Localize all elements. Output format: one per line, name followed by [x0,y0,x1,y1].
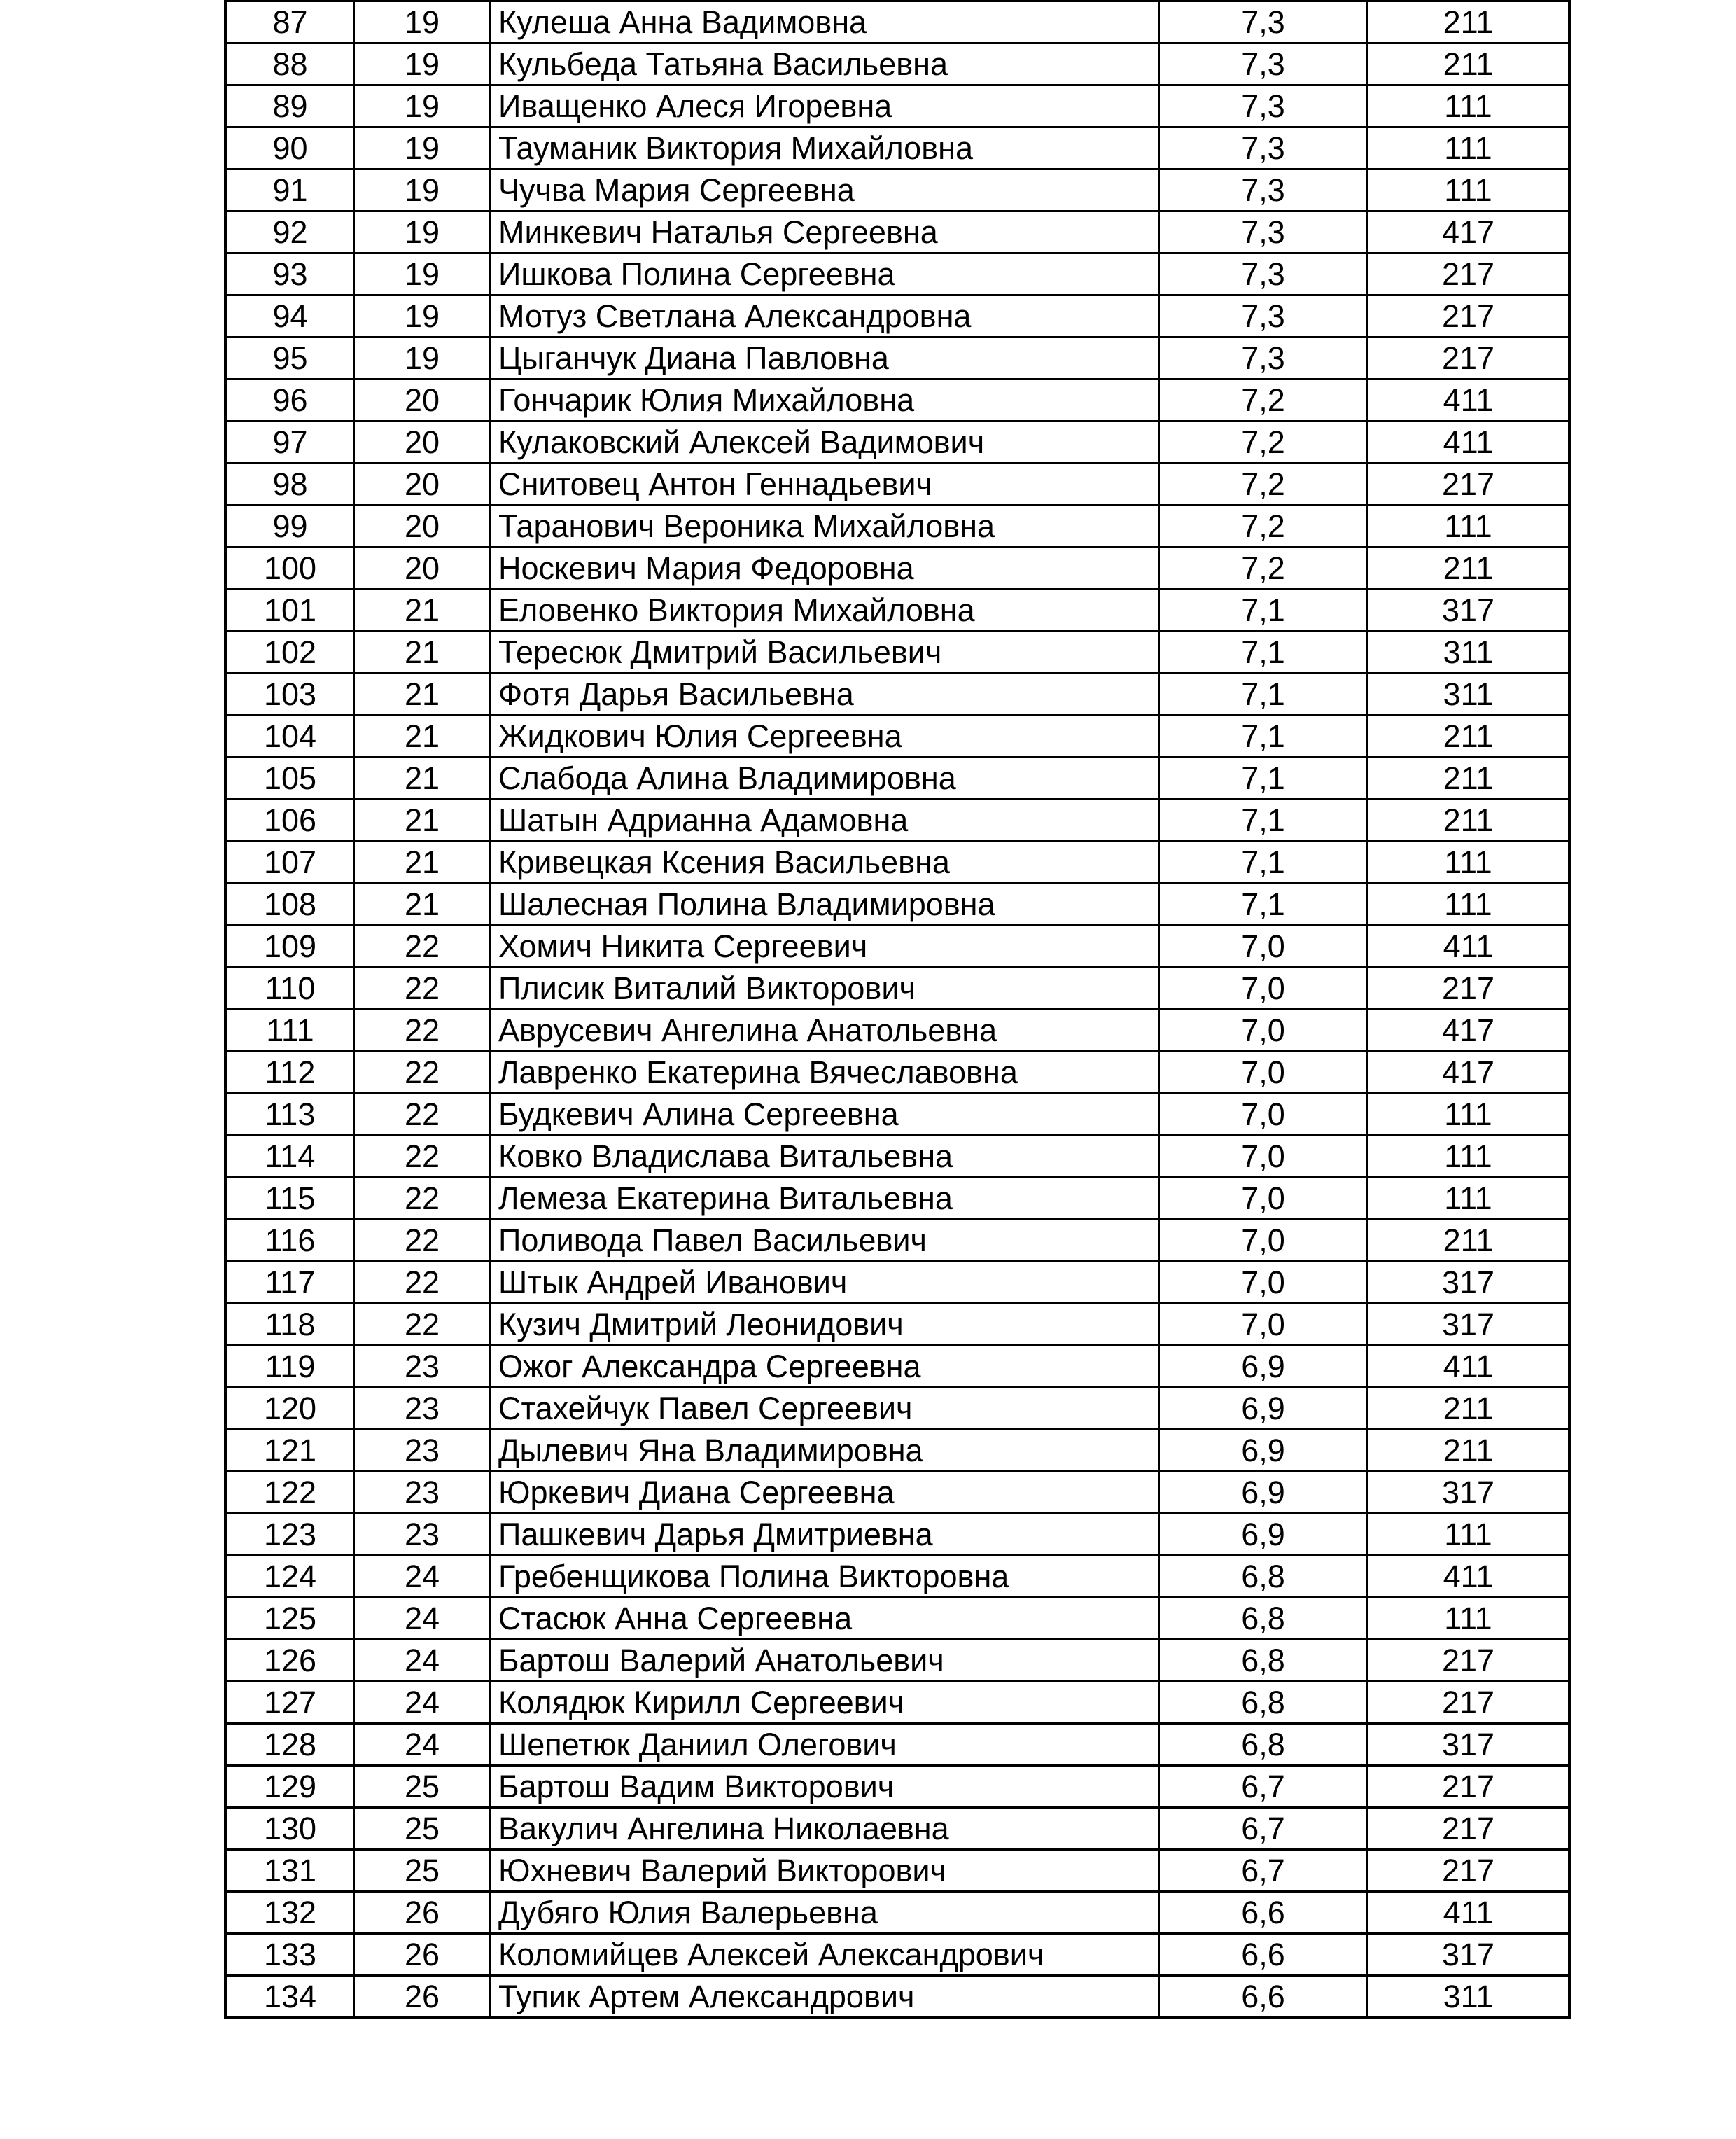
place-cell: 24 [354,1724,491,1766]
place-cell: 26 [354,1892,491,1934]
row-number-cell: 104 [226,716,354,758]
group-cell: 211 [1368,1220,1570,1262]
score-cell: 7,0 [1159,1136,1368,1178]
full-name-cell: Коломийцев Алексей Александрович [491,1934,1159,1976]
place-cell: 25 [354,1808,491,1850]
row-number-cell: 98 [226,464,354,506]
place-cell: 21 [354,590,491,632]
place-cell: 20 [354,421,491,464]
group-cell: 411 [1368,1346,1570,1388]
score-cell: 7,3 [1159,253,1368,295]
group-cell: 111 [1368,169,1570,211]
place-cell: 22 [354,1094,491,1136]
table-row [226,800,1570,842]
place-cell: 21 [354,632,491,674]
table-row [226,1976,1570,2018]
score-cell: 6,8 [1159,1682,1368,1724]
row-number-cell: 102 [226,632,354,674]
row-number-cell: 134 [226,1976,354,2018]
group-cell: 217 [1368,1682,1570,1724]
score-cell: 7,2 [1159,464,1368,506]
table-row [226,1934,1570,1976]
table-row [226,127,1570,169]
table-row [226,674,1570,716]
full-name-cell: Юркевич Диана Сергеевна [491,1472,1159,1514]
full-name-cell: Слабода Алина Владимировна [491,758,1159,800]
full-name-cell: Ковко Владислава Витальевна [491,1136,1159,1178]
full-name-cell: Кулаковский Алексей Вадимович [491,421,1159,464]
group-cell: 417 [1368,211,1570,253]
table-row [226,632,1570,674]
full-name-cell: Стахейчук Павел Сергеевич [491,1388,1159,1430]
group-cell: 217 [1368,1808,1570,1850]
table-row [226,1892,1570,1934]
full-name-cell: Гребенщикова Полина Викторовна [491,1556,1159,1598]
score-cell: 6,7 [1159,1808,1368,1850]
score-cell: 7,1 [1159,842,1368,884]
row-number-cell: 89 [226,85,354,127]
row-number-cell: 109 [226,926,354,968]
table-row [226,1598,1570,1640]
group-cell: 211 [1368,800,1570,842]
group-cell: 411 [1368,379,1570,421]
place-cell: 23 [354,1472,491,1514]
table-row [226,1514,1570,1556]
score-cell: 7,1 [1159,758,1368,800]
group-cell: 111 [1368,85,1570,127]
table-row [226,1,1570,43]
group-cell: 311 [1368,632,1570,674]
row-number-cell: 108 [226,884,354,926]
score-cell: 6,9 [1159,1388,1368,1430]
place-cell: 24 [354,1682,491,1724]
full-name-cell: Тауманик Виктория Михайловна [491,127,1159,169]
score-cell: 7,0 [1159,926,1368,968]
score-cell: 7,1 [1159,716,1368,758]
row-number-cell: 112 [226,1052,354,1094]
full-name-cell: Иващенко Алеся Игоревна [491,85,1159,127]
table-row [226,85,1570,127]
full-name-cell: Лавренко Екатерина Вячеславовна [491,1052,1159,1094]
ranking-sheet [224,0,1568,2019]
table-row [226,295,1570,337]
group-cell: 217 [1368,464,1570,506]
row-number-cell: 95 [226,337,354,379]
score-cell: 7,0 [1159,1304,1368,1346]
table-row [226,926,1570,968]
place-cell: 19 [354,337,491,379]
place-cell: 19 [354,127,491,169]
group-cell: 217 [1368,253,1570,295]
row-number-cell: 120 [226,1388,354,1430]
table-row [226,884,1570,926]
table-row [226,590,1570,632]
table-row [226,1346,1570,1388]
row-number-cell: 128 [226,1724,354,1766]
place-cell: 20 [354,506,491,548]
group-cell: 211 [1368,758,1570,800]
row-number-cell: 122 [226,1472,354,1514]
table-row [226,1472,1570,1514]
row-number-cell: 127 [226,1682,354,1724]
group-cell: 111 [1368,127,1570,169]
place-cell: 19 [354,253,491,295]
full-name-cell: Гончарик Юлия Михайловна [491,379,1159,421]
full-name-cell: Кулеша Анна Вадимовна [491,1,1159,43]
full-name-cell: Минкевич Наталья Сергеевна [491,211,1159,253]
group-cell: 111 [1368,1514,1570,1556]
full-name-cell: Жидкович Юлия Сергеевна [491,716,1159,758]
row-number-cell: 126 [226,1640,354,1682]
table-row [226,211,1570,253]
table-row [226,1430,1570,1472]
group-cell: 411 [1368,421,1570,464]
table-row [226,1304,1570,1346]
group-cell: 111 [1368,884,1570,926]
table-row [226,379,1570,421]
table-row [226,1094,1570,1136]
place-cell: 25 [354,1850,491,1892]
full-name-cell: Мотуз Светлана Александровна [491,295,1159,337]
place-cell: 22 [354,1220,491,1262]
full-name-cell: Ишкова Полина Сергеевна [491,253,1159,295]
full-name-cell: Лемеза Екатерина Витальевна [491,1178,1159,1220]
place-cell: 26 [354,1976,491,2018]
full-name-cell: Носкевич Мария Федоровна [491,548,1159,590]
table-row [226,1052,1570,1094]
full-name-cell: Колядюк Кирилл Сергеевич [491,1682,1159,1724]
row-number-cell: 101 [226,590,354,632]
table-row [226,506,1570,548]
group-cell: 111 [1368,842,1570,884]
group-cell: 317 [1368,1472,1570,1514]
group-cell: 217 [1368,1640,1570,1682]
full-name-cell: Еловенко Виктория Михайловна [491,590,1159,632]
row-number-cell: 132 [226,1892,354,1934]
place-cell: 24 [354,1556,491,1598]
row-number-cell: 129 [226,1766,354,1808]
row-number-cell: 125 [226,1598,354,1640]
group-cell: 111 [1368,1136,1570,1178]
group-cell: 417 [1368,1052,1570,1094]
row-number-cell: 118 [226,1304,354,1346]
group-cell: 311 [1368,1976,1570,2018]
group-cell: 111 [1368,506,1570,548]
place-cell: 24 [354,1640,491,1682]
score-cell: 6,9 [1159,1514,1368,1556]
row-number-cell: 113 [226,1094,354,1136]
score-cell: 7,3 [1159,211,1368,253]
row-number-cell: 100 [226,548,354,590]
score-cell: 6,9 [1159,1472,1368,1514]
full-name-cell: Тупик Артем Александрович [491,1976,1159,2018]
table-row [226,421,1570,464]
table-row [226,1220,1570,1262]
place-cell: 21 [354,842,491,884]
full-name-cell: Дубяго Юлия Валерьевна [491,1892,1159,1934]
row-number-cell: 117 [226,1262,354,1304]
full-name-cell: Дылевич Яна Владимировна [491,1430,1159,1472]
score-cell: 7,1 [1159,674,1368,716]
score-cell: 6,8 [1159,1556,1368,1598]
group-cell: 111 [1368,1178,1570,1220]
table-row [226,1136,1570,1178]
full-name-cell: Хомич Никита Сергеевич [491,926,1159,968]
full-name-cell: Ожог Александра Сергеевна [491,1346,1159,1388]
table-row [226,716,1570,758]
full-name-cell: Аврусевич Ангелина Анатольевна [491,1010,1159,1052]
score-cell: 7,3 [1159,337,1368,379]
score-cell: 7,0 [1159,968,1368,1010]
group-cell: 317 [1368,590,1570,632]
row-number-cell: 131 [226,1850,354,1892]
place-cell: 23 [354,1388,491,1430]
place-cell: 20 [354,548,491,590]
full-name-cell: Фотя Дарья Васильевна [491,674,1159,716]
group-cell: 417 [1368,1010,1570,1052]
score-cell: 7,0 [1159,1262,1368,1304]
ranking-table-body [226,1,1570,2018]
score-cell: 7,3 [1159,295,1368,337]
row-number-cell: 97 [226,421,354,464]
full-name-cell: Шалесная Полина Владимировна [491,884,1159,926]
full-name-cell: Тересюк Дмитрий Васильевич [491,632,1159,674]
score-cell: 7,0 [1159,1220,1368,1262]
table-row [226,1640,1570,1682]
score-cell: 7,3 [1159,1,1368,43]
score-cell: 7,0 [1159,1052,1368,1094]
place-cell: 22 [354,1052,491,1094]
table-row [226,337,1570,379]
group-cell: 317 [1368,1724,1570,1766]
row-number-cell: 103 [226,674,354,716]
full-name-cell: Таранович Вероника Михайловна [491,506,1159,548]
score-cell: 7,0 [1159,1178,1368,1220]
place-cell: 21 [354,758,491,800]
score-cell: 7,3 [1159,127,1368,169]
group-cell: 217 [1368,1850,1570,1892]
group-cell: 317 [1368,1262,1570,1304]
table-row [226,1850,1570,1892]
full-name-cell: Кульбеда Татьяна Васильевна [491,43,1159,85]
ranking-table [224,0,1572,2019]
group-cell: 217 [1368,295,1570,337]
place-cell: 22 [354,1178,491,1220]
score-cell: 7,1 [1159,884,1368,926]
table-row [226,968,1570,1010]
score-cell: 7,1 [1159,590,1368,632]
full-name-cell: Штык Андрей Иванович [491,1262,1159,1304]
group-cell: 211 [1368,716,1570,758]
place-cell: 19 [354,169,491,211]
place-cell: 22 [354,1010,491,1052]
row-number-cell: 87 [226,1,354,43]
group-cell: 211 [1368,1388,1570,1430]
place-cell: 21 [354,800,491,842]
full-name-cell: Вакулич Ангелина Николаевна [491,1808,1159,1850]
table-row [226,1808,1570,1850]
full-name-cell: Плисик Виталий Викторович [491,968,1159,1010]
score-cell: 6,9 [1159,1430,1368,1472]
table-row [226,1682,1570,1724]
place-cell: 23 [354,1346,491,1388]
place-cell: 22 [354,1136,491,1178]
group-cell: 411 [1368,926,1570,968]
place-cell: 19 [354,295,491,337]
row-number-cell: 105 [226,758,354,800]
table-row [226,1766,1570,1808]
row-number-cell: 123 [226,1514,354,1556]
row-number-cell: 96 [226,379,354,421]
table-row [226,1388,1570,1430]
group-cell: 211 [1368,1,1570,43]
place-cell: 22 [354,1262,491,1304]
group-cell: 317 [1368,1304,1570,1346]
place-cell: 20 [354,379,491,421]
group-cell: 317 [1368,1934,1570,1976]
row-number-cell: 92 [226,211,354,253]
score-cell: 7,2 [1159,506,1368,548]
full-name-cell: Бартош Валерий Анатольевич [491,1640,1159,1682]
table-row [226,169,1570,211]
row-number-cell: 94 [226,295,354,337]
score-cell: 6,6 [1159,1892,1368,1934]
place-cell: 19 [354,85,491,127]
row-number-cell: 119 [226,1346,354,1388]
row-number-cell: 106 [226,800,354,842]
full-name-cell: Шатын Адрианна Адамовна [491,800,1159,842]
table-row [226,548,1570,590]
group-cell: 217 [1368,1766,1570,1808]
table-row [226,1262,1570,1304]
place-cell: 22 [354,1304,491,1346]
row-number-cell: 133 [226,1934,354,1976]
group-cell: 217 [1368,337,1570,379]
score-cell: 6,8 [1159,1640,1368,1682]
full-name-cell: Бартош Вадим Викторович [491,1766,1159,1808]
score-cell: 6,7 [1159,1766,1368,1808]
row-number-cell: 88 [226,43,354,85]
place-cell: 19 [354,211,491,253]
table-row [226,1178,1570,1220]
table-row [226,842,1570,884]
row-number-cell: 93 [226,253,354,295]
place-cell: 20 [354,464,491,506]
group-cell: 111 [1368,1094,1570,1136]
score-cell: 6,8 [1159,1598,1368,1640]
group-cell: 111 [1368,1598,1570,1640]
table-row [226,1724,1570,1766]
table-row [226,253,1570,295]
full-name-cell: Поливода Павел Васильевич [491,1220,1159,1262]
row-number-cell: 130 [226,1808,354,1850]
group-cell: 211 [1368,548,1570,590]
row-number-cell: 91 [226,169,354,211]
score-cell: 7,2 [1159,379,1368,421]
score-cell: 7,1 [1159,632,1368,674]
row-number-cell: 110 [226,968,354,1010]
score-cell: 7,3 [1159,85,1368,127]
full-name-cell: Пашкевич Дарья Дмитриевна [491,1514,1159,1556]
group-cell: 211 [1368,43,1570,85]
score-cell: 7,3 [1159,43,1368,85]
table-row [226,464,1570,506]
place-cell: 23 [354,1430,491,1472]
full-name-cell: Стасюк Анна Сергеевна [491,1598,1159,1640]
place-cell: 19 [354,43,491,85]
row-number-cell: 116 [226,1220,354,1262]
group-cell: 217 [1368,968,1570,1010]
row-number-cell: 107 [226,842,354,884]
place-cell: 22 [354,968,491,1010]
table-row [226,758,1570,800]
place-cell: 25 [354,1766,491,1808]
group-cell: 311 [1368,674,1570,716]
score-cell: 6,6 [1159,1976,1368,2018]
table-row [226,43,1570,85]
full-name-cell: Кузич Дмитрий Леонидович [491,1304,1159,1346]
place-cell: 26 [354,1934,491,1976]
row-number-cell: 99 [226,506,354,548]
score-cell: 6,9 [1159,1346,1368,1388]
score-cell: 7,2 [1159,548,1368,590]
place-cell: 23 [354,1514,491,1556]
score-cell: 7,0 [1159,1010,1368,1052]
row-number-cell: 114 [226,1136,354,1178]
score-cell: 6,8 [1159,1724,1368,1766]
place-cell: 21 [354,716,491,758]
full-name-cell: Шепетюк Даниил Олегович [491,1724,1159,1766]
full-name-cell: Снитовец Антон Геннадьевич [491,464,1159,506]
full-name-cell: Кривецкая Ксения Васильевна [491,842,1159,884]
place-cell: 19 [354,1,491,43]
row-number-cell: 121 [226,1430,354,1472]
score-cell: 6,7 [1159,1850,1368,1892]
score-cell: 7,1 [1159,800,1368,842]
row-number-cell: 115 [226,1178,354,1220]
place-cell: 22 [354,926,491,968]
place-cell: 24 [354,1598,491,1640]
full-name-cell: Цыганчук Диана Павловна [491,337,1159,379]
full-name-cell: Юхневич Валерий Викторович [491,1850,1159,1892]
group-cell: 411 [1368,1892,1570,1934]
score-cell: 7,3 [1159,169,1368,211]
group-cell: 211 [1368,1430,1570,1472]
group-cell: 411 [1368,1556,1570,1598]
full-name-cell: Чучва Мария Сергеевна [491,169,1159,211]
full-name-cell: Будкевич Алина Сергеевна [491,1094,1159,1136]
row-number-cell: 90 [226,127,354,169]
score-cell: 6,6 [1159,1934,1368,1976]
score-cell: 7,2 [1159,421,1368,464]
row-number-cell: 124 [226,1556,354,1598]
place-cell: 21 [354,674,491,716]
score-cell: 7,0 [1159,1094,1368,1136]
row-number-cell: 111 [226,1010,354,1052]
table-row [226,1010,1570,1052]
place-cell: 21 [354,884,491,926]
table-row [226,1556,1570,1598]
